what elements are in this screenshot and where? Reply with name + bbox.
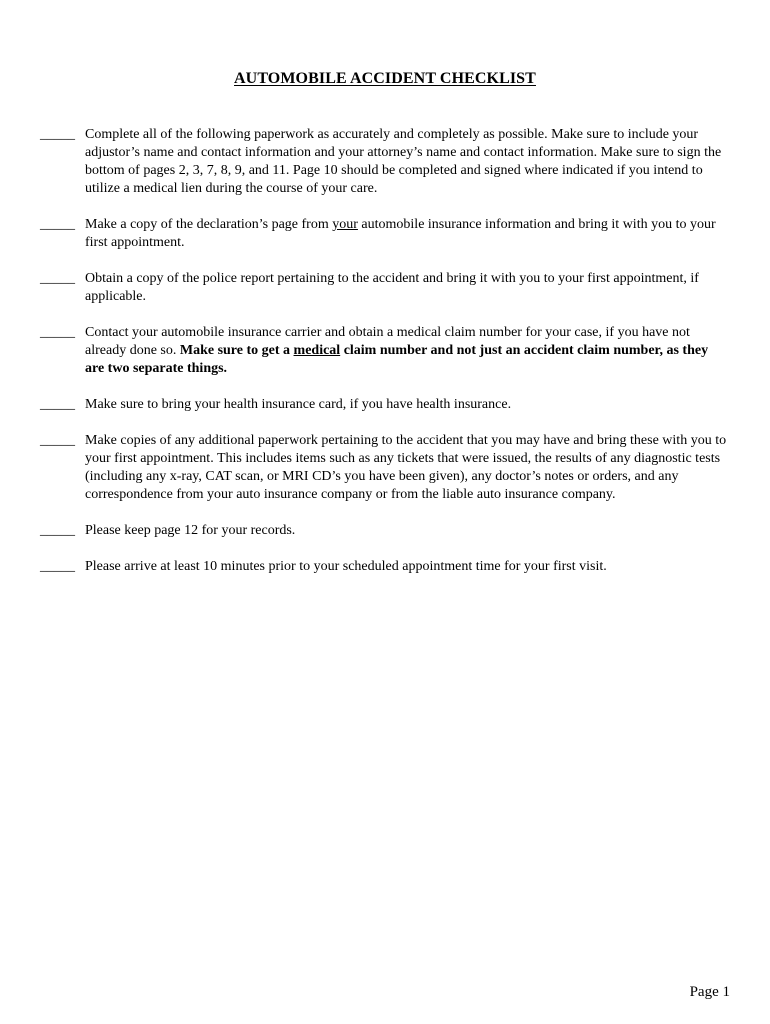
checklist-item-text: Please keep page 12 for your records. <box>85 523 296 538</box>
checklist-item-claim-number <box>40 324 730 378</box>
document-title: AUTOMOBILE ACCIDENT CHECKLIST <box>234 70 536 87</box>
checklist-item-paperwork <box>40 126 730 198</box>
bold-emphasis: Make sure to get a <box>179 343 294 358</box>
checklist-item-text: Please arrive at least 10 minutes prior to your scheduled appointment time for your first visit. <box>85 559 607 574</box>
checkbox-blank: _____ <box>40 217 75 232</box>
bold-emphasis: claim number and not just an accident claim number, as they are two separate things. <box>85 343 709 376</box>
checkbox-blank: _____ <box>40 397 75 412</box>
checklist-item-text: Obtain a copy of the police report pertaining to the accident and bring it with you to your first appointment, if applicable. <box>85 271 699 304</box>
checkbox-blank: _____ <box>40 325 75 340</box>
checkbox-blank: _____ <box>40 523 75 538</box>
text-segment: Contact your automobile insurance carrier and obtain a medical claim number for your case, if you have not already done so. <box>85 325 690 358</box>
checklist-item-declarations-page <box>40 216 730 252</box>
checkbox-blank: _____ <box>40 127 75 142</box>
checkbox-blank: _____ <box>40 271 75 286</box>
checklist-item-arrive-early <box>40 558 730 576</box>
checklist-item-text: Make sure to bring your health insurance card, if you have health insurance. <box>85 397 512 412</box>
checklist-item-additional-paperwork <box>40 432 730 504</box>
checklist-item-text: Complete all of the following paperwork as accurately and completely as possible. Make sure to include your adjustor’s name and contact information and your attorney’s name and contact information. Make sure to sign the bottom of pages 2, 3, 7, 8, 9, and 11. Page 10 should be completed and signed where indicated if you intend to utilize a medical lien during the course of your care. <box>85 127 722 196</box>
text-segment: Make a copy of the declaration’s page from <box>85 217 333 232</box>
checkbox-blank: _____ <box>40 559 75 574</box>
checkbox-blank: _____ <box>40 433 75 448</box>
checklist-item-text <box>85 324 730 378</box>
checklist-item-keep-page <box>40 522 730 540</box>
checklist <box>40 126 730 594</box>
checklist-item-text: Make copies of any additional paperwork pertaining to the accident that you may have and bring these with you to your first appointment. This includes items such as any tickets that were issued, the results of any diagnostic tests (including any x-ray, CAT scan, or MRI CD’s you have been given), any doctor’s notes or orders, and any correspondence from your auto insurance company or from the liable auto insurance company. <box>85 433 727 502</box>
checklist-item-insurance-card <box>40 396 730 414</box>
text-segment: automobile insurance information and bring it with you to your first appointment. <box>85 217 716 250</box>
underlined-emphasis: your <box>332 217 358 232</box>
bold-underlined-emphasis: medical <box>293 343 341 358</box>
checklist-item-police-report <box>40 270 730 306</box>
checklist-item-text <box>85 216 730 252</box>
page-number: Page 1 <box>689 984 730 1000</box>
